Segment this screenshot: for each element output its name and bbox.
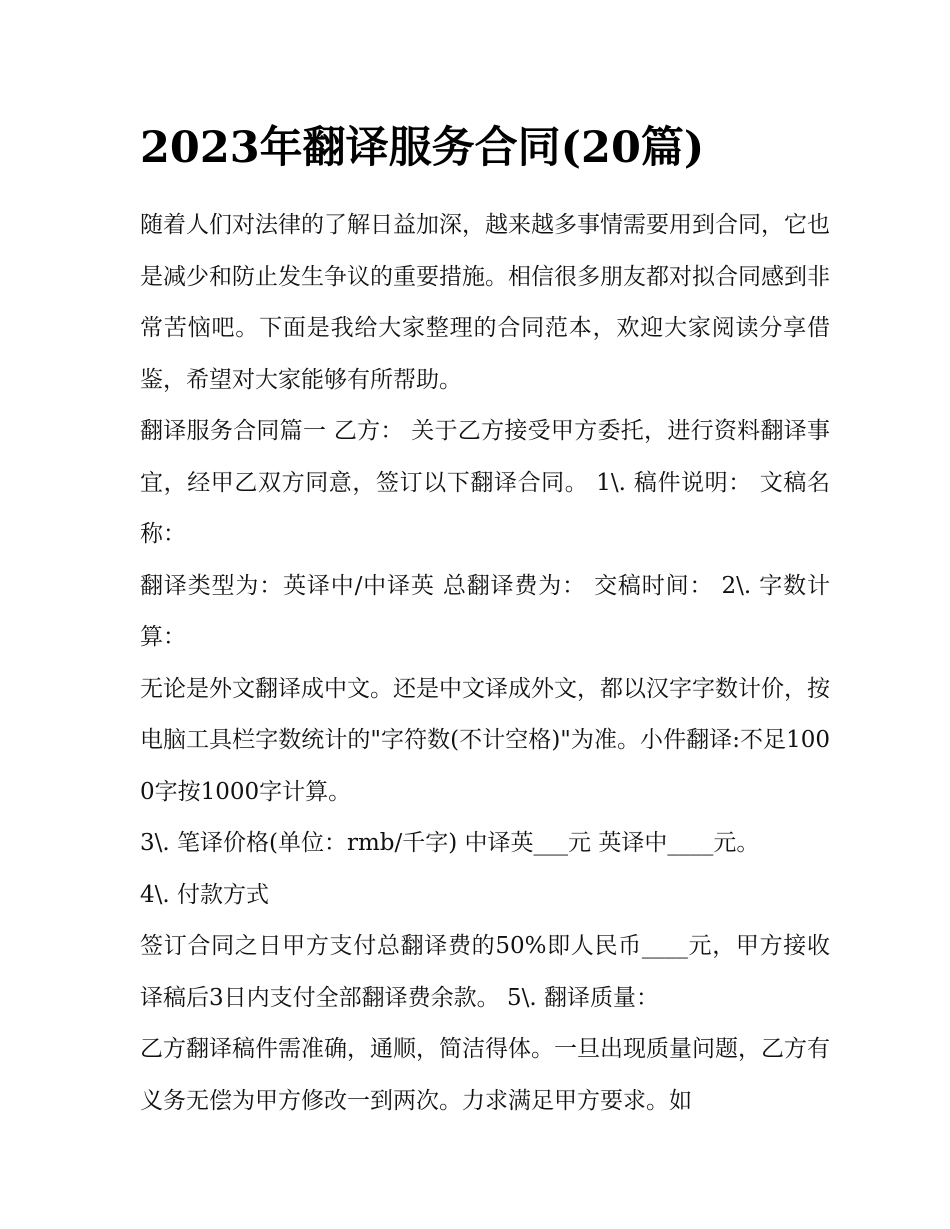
paragraph-price: 3\. 笔译价格(单位：rmb/千字) 中译英___元 英译中____元。 (140, 830, 760, 856)
paragraph-translation-type: 翻译类型为：英译中/中译英 总翻译费为： 交稿时间： 2\. 字数计算： (140, 572, 830, 650)
paragraph-contract-part-one: 翻译服务合同篇一 乙方： 关于乙方接受甲方委托，进行资料翻译事宜，经甲乙双方同意，签订以下翻译合同。 1\. 稿件说明： 文稿名称： (140, 418, 830, 547)
paragraph-payment-heading: 4\. 付款方式 (140, 881, 270, 908)
document-body (140, 200, 830, 1127)
document-title: 2023年翻译服务合同(20篇) (140, 123, 705, 173)
paragraph-quality: 乙方翻译稿件需准确，通顺，简洁得体。一旦出现质量问题，乙方有义务无偿为甲方修改一到两次。力求满足甲方要求。如 (140, 1036, 830, 1114)
paragraph-word-count: 无论是外文翻译成中文。还是中文译成外文，都以汉字字数计价，按电脑工具栏字数统计的"字符数(不计空格)"为准。小件翻译:不足1000字按1000字计算。 (140, 675, 830, 805)
paragraph-intro: 随着人们对法律的了解日益加深，越来越多事情需要用到合同，它也是减少和防止发生争议的重要措施。相信很多朋友都对拟合同感到非常苦恼吧。下面是我给大家整理的合同范本，欢迎大家阅读分享借鉴，希望对大家能够有所帮助。 (140, 212, 830, 393)
paragraph-payment: 签订合同之日甲方支付总翻译费的50%即人民币____元，甲方接收译稿后3日内支付全部翻译费余款。 5\. 翻译质量： (140, 933, 830, 1011)
